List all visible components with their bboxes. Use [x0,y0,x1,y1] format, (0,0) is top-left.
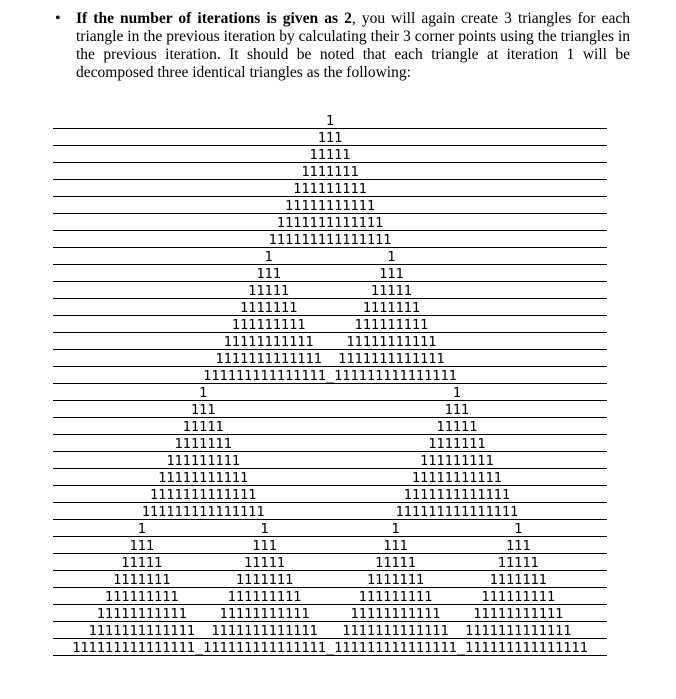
triangle-line-text: 1111111111111 1111111111111 [149,487,511,503]
triangle-line-text: 11111 [309,147,351,163]
triangle-line [53,367,607,384]
triangle-line-text: 111 111 111 111 [129,538,531,554]
triangle-line [53,401,607,418]
triangle-line-text: 111111111 111111111 [231,317,429,333]
bullet-icon: • [55,10,61,27]
triangle-line-text: 111111111111111_111111111111111_111111111111111_111111111111111 [72,640,588,656]
triangle-line-text: 1 1 [264,249,396,265]
triangle-line-text: 1111111 1111111 [174,436,486,452]
triangle-line [53,146,607,163]
triangle-line-text: 1 1 [199,385,461,401]
triangle-line-text: 111111111 [293,181,367,197]
triangle-line-text: 111111111111111 111111111111111 [141,504,519,520]
triangle-line [53,435,607,452]
triangle-line [53,265,607,282]
triangle-line-text: 11111 11111 [248,283,412,299]
triangle-line-text: 11111 11111 11111 11111 [121,555,539,571]
triangle-line [53,554,607,571]
triangle-line [53,112,607,129]
triangle-line-text: 1111111 1111111 1111111 1111111 [113,572,547,588]
triangle-line [53,333,607,350]
triangle-line [53,503,607,520]
triangle-line-text: 1111111111111 1111111111111 1111111111111 1111111111111 [88,623,572,639]
sierpinski-triangle-figure [53,112,607,656]
triangle-line [53,231,607,248]
triangle-line-text: 1 [325,113,335,129]
triangle-line [53,520,607,537]
triangle-line [53,452,607,469]
triangle-line-text: 111 111 [256,266,404,282]
triangle-line-text: 1 1 1 1 [137,521,523,537]
triangle-line-text: 111111111111111 [268,232,392,248]
triangle-line-text: 111111111 111111111 111111111 111111111 [104,589,556,605]
triangle-line [53,622,607,639]
triangle-line-text: 11111111111 11111111111 11111111111 11111111111 [96,606,564,622]
triangle-line-text: 111111111 111111111 [166,453,494,469]
triangle-line [53,486,607,503]
paragraph-text: , you will again create 3 triangles for each triangle in the previous iteration by calculating their 3 corner points using the triangles in the previous iteration. It should be noted that each triangle at iteration 1 will be decomposed three identical triangles as the following: [76,10,631,81]
triangle-line [53,639,607,656]
bullet-paragraph [76,10,630,82]
triangle-line [53,605,607,622]
triangle-line-text: 11111111111 11111111111 [223,334,437,350]
triangle-line [53,214,607,231]
triangle-line-text: 1111111111111 [276,215,384,231]
triangle-line-text: 1111111111111 1111111111111 [215,351,445,367]
triangle-line-text: 1111111 1111111 [239,300,421,316]
triangle-line-text: 11111111111 [284,198,376,214]
triangle-line [53,384,607,401]
triangle-line-text: 111 111 [190,402,470,418]
triangle-line [53,129,607,146]
triangle-line [53,163,607,180]
triangle-line [53,418,607,435]
bold-lead: If the number of iterations is given as 2 [76,10,352,27]
triangle-line [53,469,607,486]
triangle-line-text: 11111111111 11111111111 [158,470,502,486]
triangle-line [53,299,607,316]
triangle-line [53,350,607,367]
triangle-line [53,282,607,299]
bullet-item [40,10,630,82]
triangle-line-text: 111111111111111_111111111111111 [203,368,457,384]
triangle-line [53,316,607,333]
triangle-line [53,537,607,554]
triangle-line [53,248,607,265]
triangle-line [53,180,607,197]
triangle-line-text: 11111 11111 [182,419,478,435]
triangle-line-text: 1111111 [301,164,359,180]
triangle-line [53,197,607,214]
triangle-line [53,571,607,588]
triangle-line [53,588,607,605]
triangle-line-text: 111 [317,130,343,146]
